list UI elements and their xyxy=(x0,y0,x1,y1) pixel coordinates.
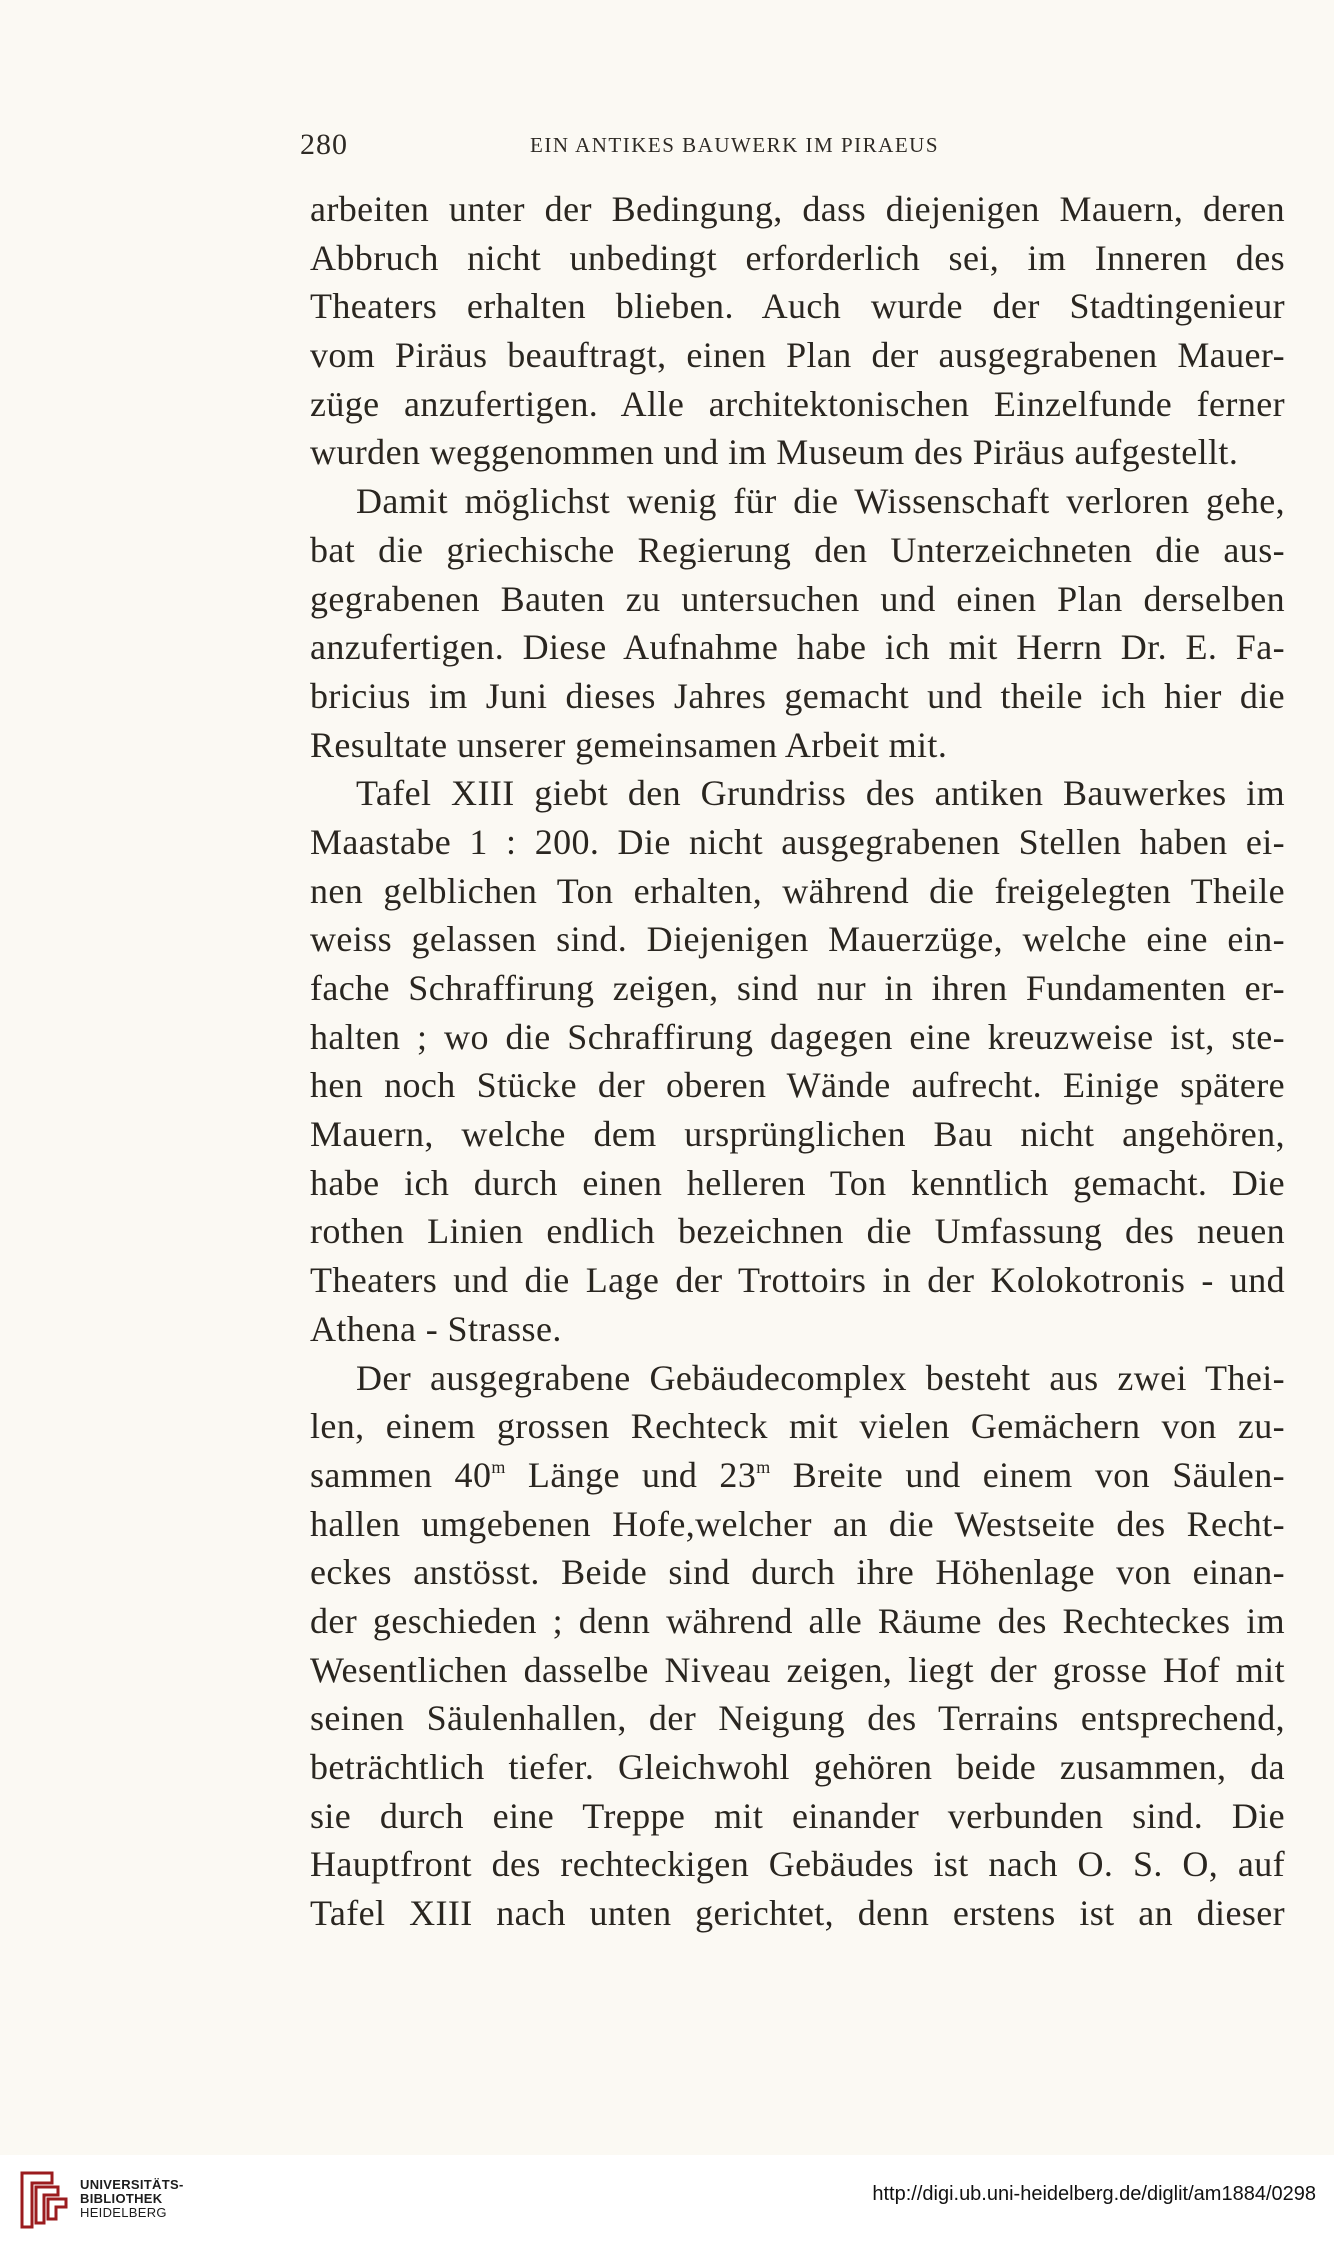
text-line: weiss gelassen sind. Diejenigen Mauerzüge, welche eine ein- xyxy=(310,919,1285,960)
page-header xyxy=(300,128,1280,168)
superscript-unit: m xyxy=(756,1456,771,1477)
superscript-unit: m xyxy=(491,1456,506,1477)
page-number: 280 xyxy=(300,128,348,161)
text-line: züge anzufertigen. Alle architektonischen Einzelfunde ferner xyxy=(310,383,1285,424)
text-line: Abbruch nicht unbedingt erforderlich sei, im Inneren des xyxy=(310,237,1285,278)
text-line: Damit möglichst wenig für die Wissenschaft verloren gehe, xyxy=(356,481,1285,522)
text-line: der geschieden ; denn während alle Räume des Rechteckes im xyxy=(310,1600,1285,1641)
library-name xyxy=(80,2178,184,2220)
text-line: Theaters und die Lage der Trottoirs in der Kolokotronis - und xyxy=(310,1260,1285,1301)
text-line: Maastabe 1 : 200. Die nicht ausgegrabenen Stellen haben ei- xyxy=(310,821,1285,862)
library-name-line: UNIVERSITÄTS- xyxy=(80,2177,184,2192)
text-line: Athena - Strasse. xyxy=(310,1308,562,1349)
text-line: rothen Linien endlich bezeichnen die Umfassung des neuen xyxy=(310,1211,1285,1252)
text-line: sie durch eine Treppe mit einander verbunden sind. Die xyxy=(310,1795,1285,1836)
text-line: bat die griechische Regierung den Unterzeichneten die aus- xyxy=(310,529,1285,570)
text-line: nen gelblichen Ton erhalten, während die freigelegten Theile xyxy=(310,870,1285,911)
text-fragment: Länge und 23 xyxy=(505,1454,757,1495)
source-url[interactable]: http://digi.ub.uni-heidelberg.de/diglit/am1884/0298 xyxy=(872,2183,1316,2205)
text-line: Hauptfront des rechteckigen Gebäudes ist nach O. S. O, auf xyxy=(310,1844,1285,1885)
text-line: gegrabenen Bauten zu untersuchen und einen Plan derselben xyxy=(310,578,1285,619)
text-line: bricius im Juni dieses Jahres gemacht und theile ich hier die xyxy=(310,675,1285,716)
library-logo-icon xyxy=(14,2165,74,2235)
text-line: Tafel XIII giebt den Grundriss des antiken Bauwerkes im xyxy=(356,773,1285,814)
library-name-line: BIBLIOTHEK xyxy=(80,2191,163,2206)
text-line: seinen Säulenhallen, der Neigung des Terrains entsprechend, xyxy=(310,1698,1285,1739)
text-line: Der ausgegrabene Gebäudecomplex besteht aus zwei Thei- xyxy=(356,1357,1285,1398)
text-line: Tafel XIII nach unten gerichtet, denn erstens ist an dieser xyxy=(310,1893,1285,1934)
text-line: Mauern, welche dem ursprünglichen Bau nicht angehören, xyxy=(310,1114,1285,1155)
text-line: Theaters erhalten blieben. Auch wurde der Stadtingenieur xyxy=(310,286,1285,327)
text-line: anzufertigen. Diese Aufnahme habe ich mit Herrn Dr. E. Fa- xyxy=(310,627,1285,668)
text-fragment: sammen 40 xyxy=(310,1454,492,1495)
text-line-with-superscripts xyxy=(310,1451,1285,1500)
text-line: Wesentlichen dasselbe Niveau zeigen, liegt der grosse Hof mit xyxy=(310,1649,1285,1690)
body-text xyxy=(310,185,1285,1938)
text-line: halten ; wo die Schraffirung dagegen eine kreuzweise ist, ste- xyxy=(310,1016,1285,1057)
text-line: Resultate unserer gemeinsamen Arbeit mit. xyxy=(310,724,948,765)
text-line: habe ich durch einen helleren Ton kenntlich gemacht. Die xyxy=(310,1162,1285,1203)
text-line: wurden weggenommen und im Museum des Piräus aufgestellt. xyxy=(310,432,1239,473)
text-line: hen noch Stücke der oberen Wände aufrecht. Einige spätere xyxy=(310,1065,1285,1106)
text-line: fache Schraffirung zeigen, sind nur in ihren Fundamenten er- xyxy=(310,968,1285,1008)
text-line: vom Piräus beauftragt, einen Plan der ausgegrabenen Mauer- xyxy=(310,335,1285,376)
text-line: hallen umgebenen Hofe,welcher an die Westseite des Recht- xyxy=(310,1503,1285,1544)
text-fragment: Breite und einem von Säulen- xyxy=(770,1454,1285,1495)
library-name-line: HEIDELBERG xyxy=(80,2205,167,2220)
text-line: arbeiten unter der Bedingung, dass diejenigen Mauern, deren xyxy=(310,189,1285,229)
text-line: eckes anstösst. Beide sind durch ihre Höhenlage von einan- xyxy=(310,1552,1285,1593)
running-title: EIN ANTIKES BAUWERK IM PIRAEUS xyxy=(530,133,939,157)
text-line: beträchtlich tiefer. Gleichwohl gehören beide zusammen, da xyxy=(310,1747,1285,1787)
text-line: len, einem grossen Rechteck mit vielen Gemächern von zu- xyxy=(310,1406,1285,1447)
